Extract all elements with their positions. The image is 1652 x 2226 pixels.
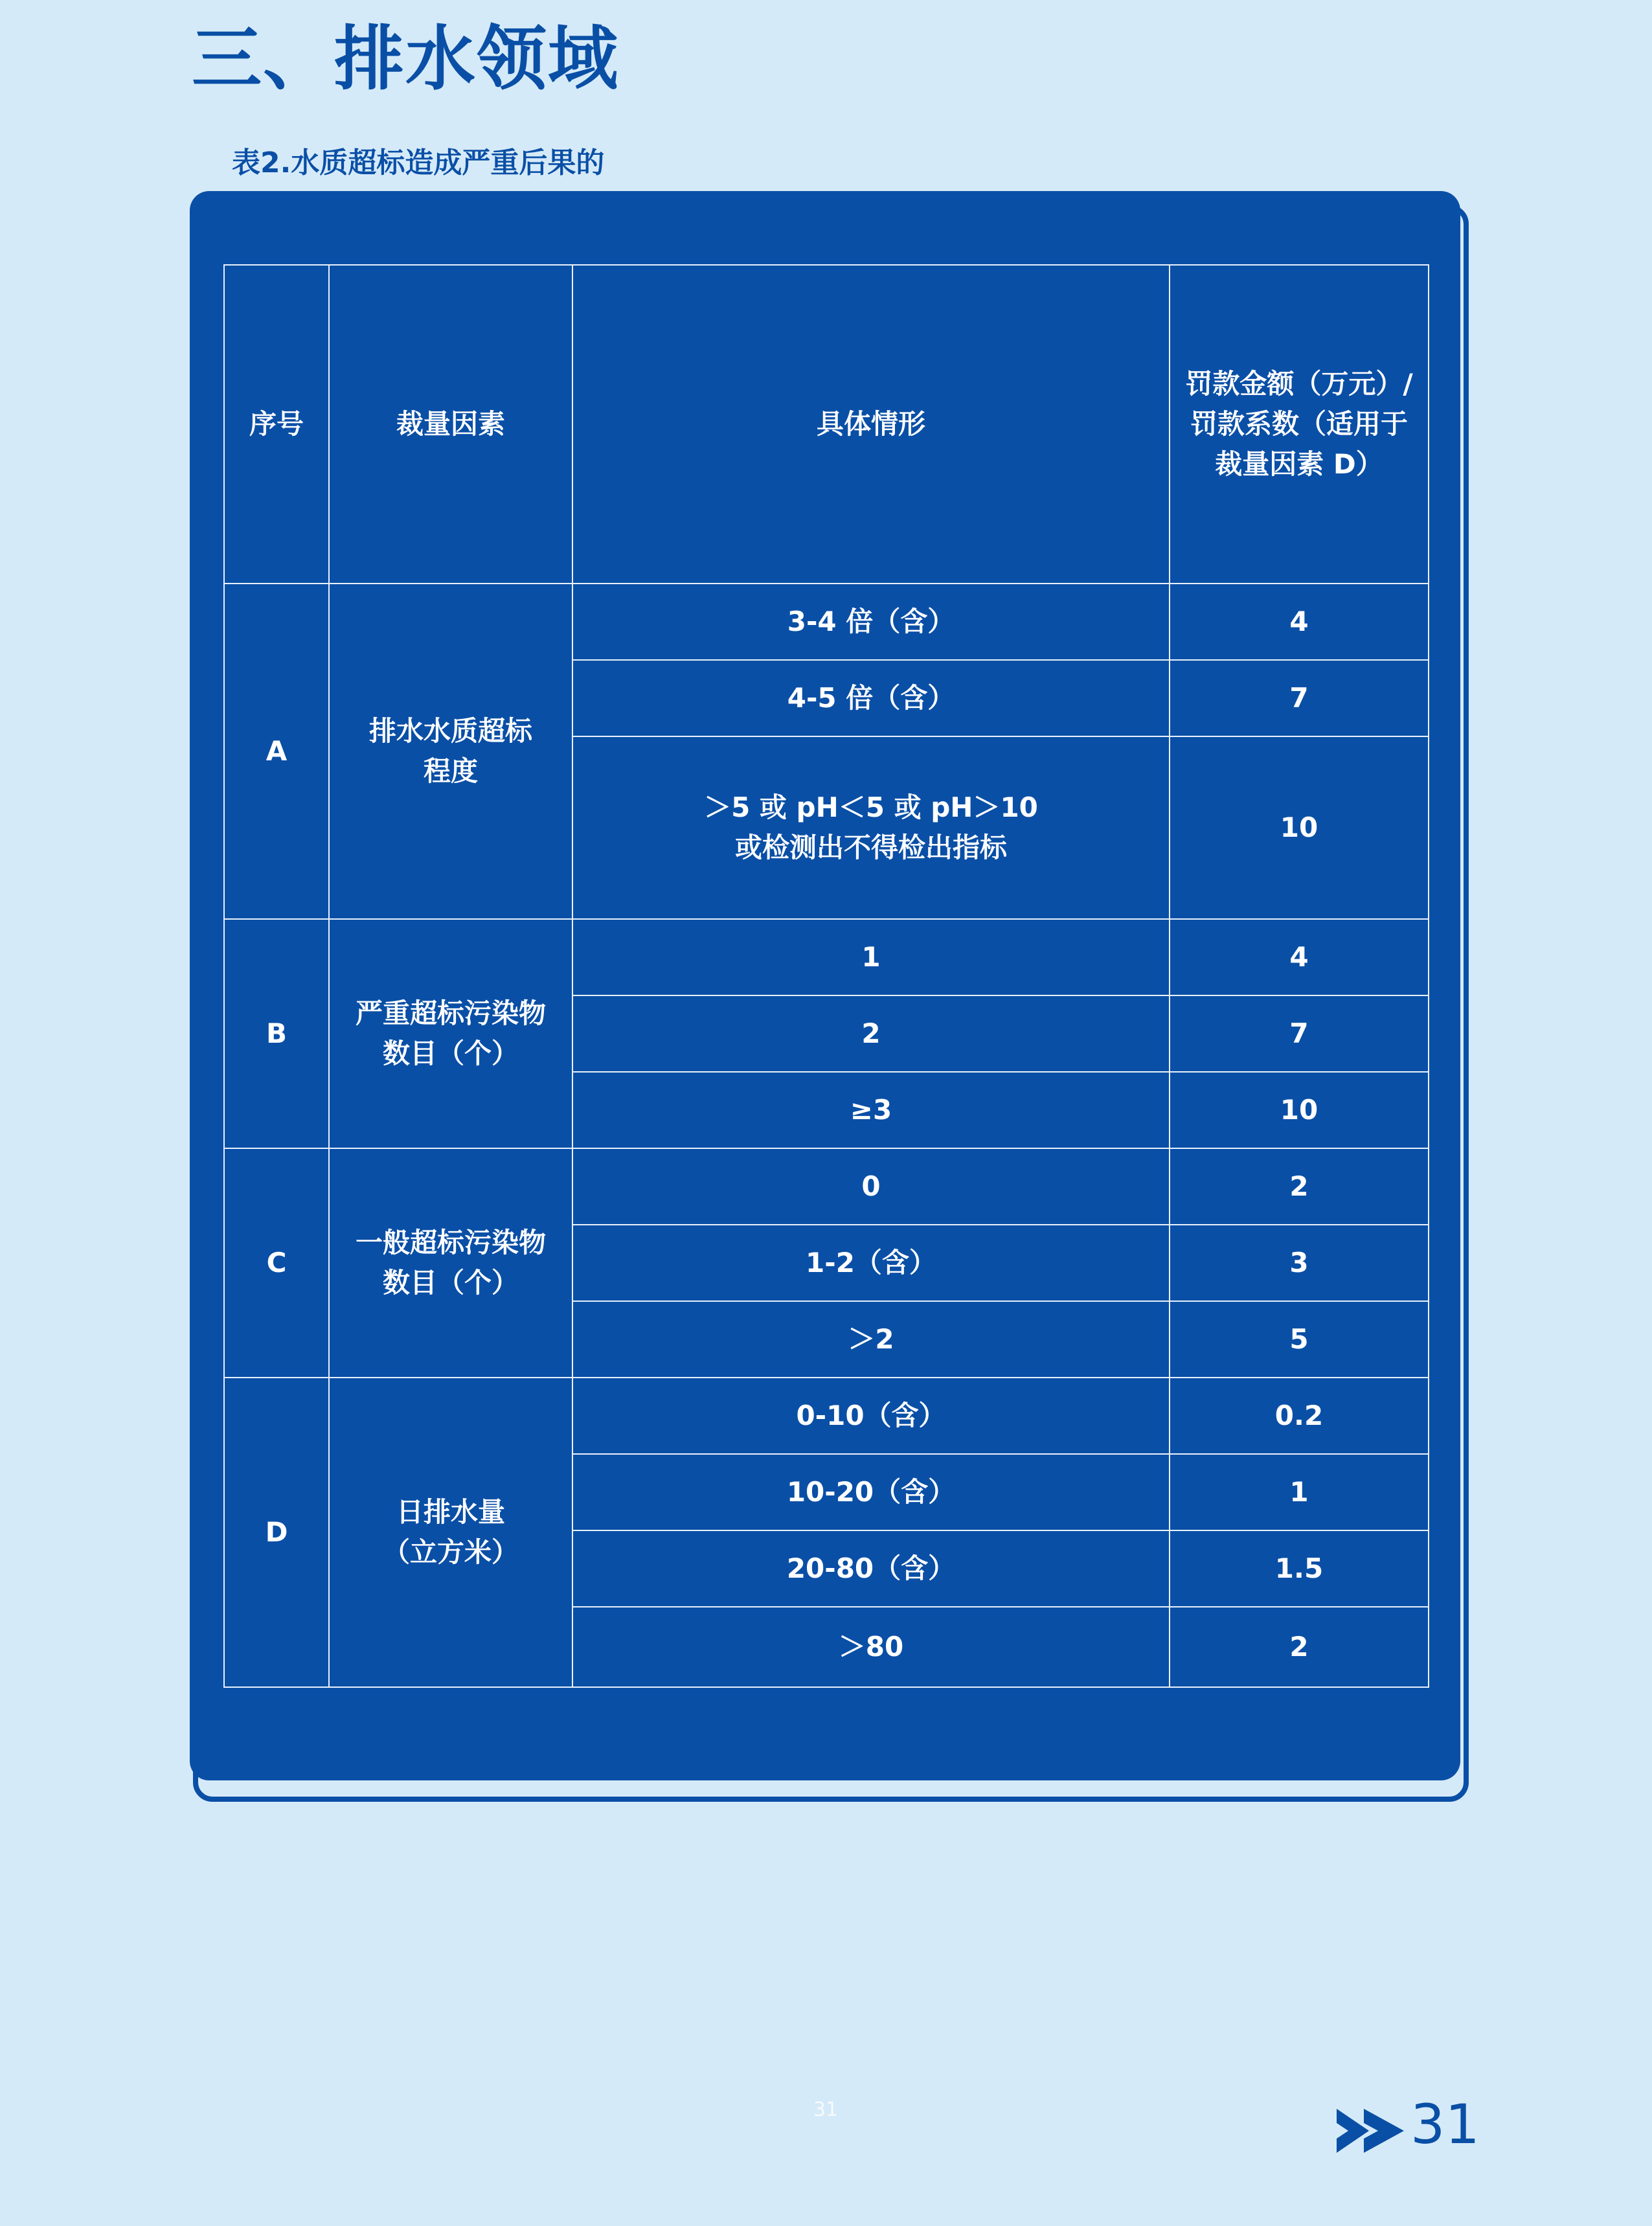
group-no-cell: B: [224, 919, 329, 1148]
factor-line1: 日排水量: [396, 1496, 505, 1528]
double-arrow-icon: [1335, 2105, 1407, 2157]
amount-cell: 7: [1170, 660, 1429, 736]
table-caption: 表2.水质超标造成严重后果的: [232, 146, 605, 179]
situation-cell: 0: [572, 1148, 1170, 1225]
amount-cell: 10: [1170, 1072, 1429, 1148]
fine-table: [223, 264, 1429, 1688]
amount-cell: 4: [1170, 584, 1429, 660]
header-factor: 裁量因素: [329, 265, 572, 584]
table-header-row: [224, 265, 1429, 584]
factor-line2: 程度: [423, 755, 478, 787]
amount-cell: 10: [1170, 736, 1429, 919]
situation-line2: 或检测出不得检出指标: [734, 832, 1007, 863]
amount-cell: 2: [1170, 1607, 1429, 1687]
factor-line1: 一般超标污染物: [355, 1227, 546, 1258]
table-row: [224, 1378, 1429, 1454]
situation-cell: 10-20（含）: [572, 1454, 1170, 1530]
situation-cell: 0-10（含）: [572, 1378, 1170, 1454]
group-no-cell: D: [224, 1378, 329, 1687]
factor-line1: 严重超标污染物: [355, 997, 546, 1029]
situation-cell: 2: [572, 995, 1170, 1072]
situation-cell: 4-5 倍（含）: [572, 660, 1170, 736]
group-no-cell: C: [224, 1148, 329, 1378]
table-row: [224, 1148, 1429, 1225]
group-factor-cell: [329, 584, 572, 919]
group-no-cell: A: [224, 584, 329, 919]
situation-cell: 1-2（含）: [572, 1225, 1170, 1301]
situation-cell: 20-80（含）: [572, 1530, 1170, 1607]
situation-cell: 3-4 倍（含）: [572, 584, 1170, 660]
table-row: [224, 919, 1429, 995]
situation-cell: [572, 736, 1170, 919]
header-no: 序号: [224, 265, 329, 584]
amount-cell: 2: [1170, 1148, 1429, 1225]
group-factor-cell: [329, 1378, 572, 1687]
small-page-label: 31: [813, 2098, 839, 2121]
page-number: 31: [1410, 2093, 1480, 2156]
situation-line1: ＞5 或 pH＜5 或 pH＞10: [704, 791, 1038, 823]
amount-cell: 7: [1170, 995, 1429, 1072]
factor-line2: 数目（个）: [382, 1267, 519, 1299]
amount-cell: 5: [1170, 1301, 1429, 1378]
factor-line1: 排水水质超标: [368, 715, 532, 747]
amount-cell: 1: [1170, 1454, 1429, 1530]
header-amount-line3: 裁量因素 D）: [1215, 448, 1383, 480]
amount-cell: 0.2: [1170, 1378, 1429, 1454]
group-factor-cell: [329, 919, 572, 1148]
factor-line2: 数目（个）: [382, 1038, 519, 1069]
situation-cell: ＞2: [572, 1301, 1170, 1378]
header-amount: [1170, 265, 1429, 584]
factor-line2: （立方米）: [382, 1536, 519, 1568]
situation-cell: 1: [572, 919, 1170, 995]
situation-cell: ＞80: [572, 1607, 1170, 1687]
situation-cell: ≥3: [572, 1072, 1170, 1148]
header-amount-line2: 罚款系数（适用于: [1190, 408, 1408, 440]
group-factor-cell: [329, 1148, 572, 1378]
amount-cell: 1.5: [1170, 1530, 1429, 1607]
table-row: [224, 584, 1429, 660]
amount-cell: 4: [1170, 919, 1429, 995]
section-title: 三、排水领域: [192, 19, 620, 100]
amount-cell: 3: [1170, 1225, 1429, 1301]
header-amount-line1: 罚款金额（万元）/: [1185, 368, 1413, 400]
header-situation: 具体情形: [572, 265, 1170, 584]
